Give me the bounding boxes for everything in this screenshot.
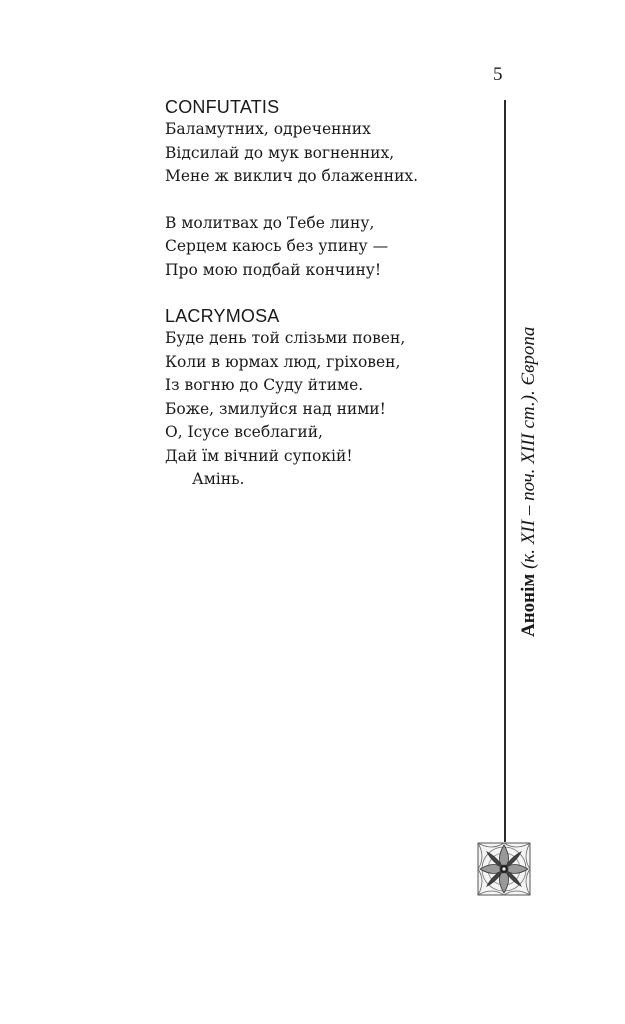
running-head-period: (к. XII – поч. XIII ст.). [518,385,539,574]
page-number: 5 [493,64,503,85]
running-head [519,327,539,637]
poem-line: Серцем каюсь без упину — [165,237,389,255]
running-head-author: Анонім [518,573,539,637]
section-title-confutatis: CONFUTATIS [165,97,280,117]
section-title-lacrymosa: LACRYMOSA [165,306,280,326]
running-head-region: Європа [518,326,539,386]
floral-ornament-icon [477,842,531,896]
stanza [165,212,465,283]
poem-line: Відсилай до мук вогненних, [165,143,395,162]
vertical-rule [504,100,506,842]
poem-text [165,96,465,492]
poem-line: В молитвах до Тебе лину, [165,213,375,232]
poem-line: Боже, змилуйся над ними! [165,399,386,418]
poem-line: Про мою подбай кончину! [165,260,382,279]
closing-line: Амінь. [192,470,245,488]
stanza [165,327,465,492]
poem-line: Коли в юрмах люд, гріховен, [165,352,401,371]
poem-line: Буде день той слізьми повен, [165,329,406,347]
stanza [165,118,465,189]
poem-line: Мене ж виклич до блаженних. [165,167,419,185]
poem-line: Баламутних, одреченних [165,120,371,138]
poem-line: Із вогню до Суду йтиме. [165,376,364,394]
poem-line: О, Ісусе всеблагий, [165,423,323,441]
poem-line: Дай їм вічний супокій! [165,446,353,465]
